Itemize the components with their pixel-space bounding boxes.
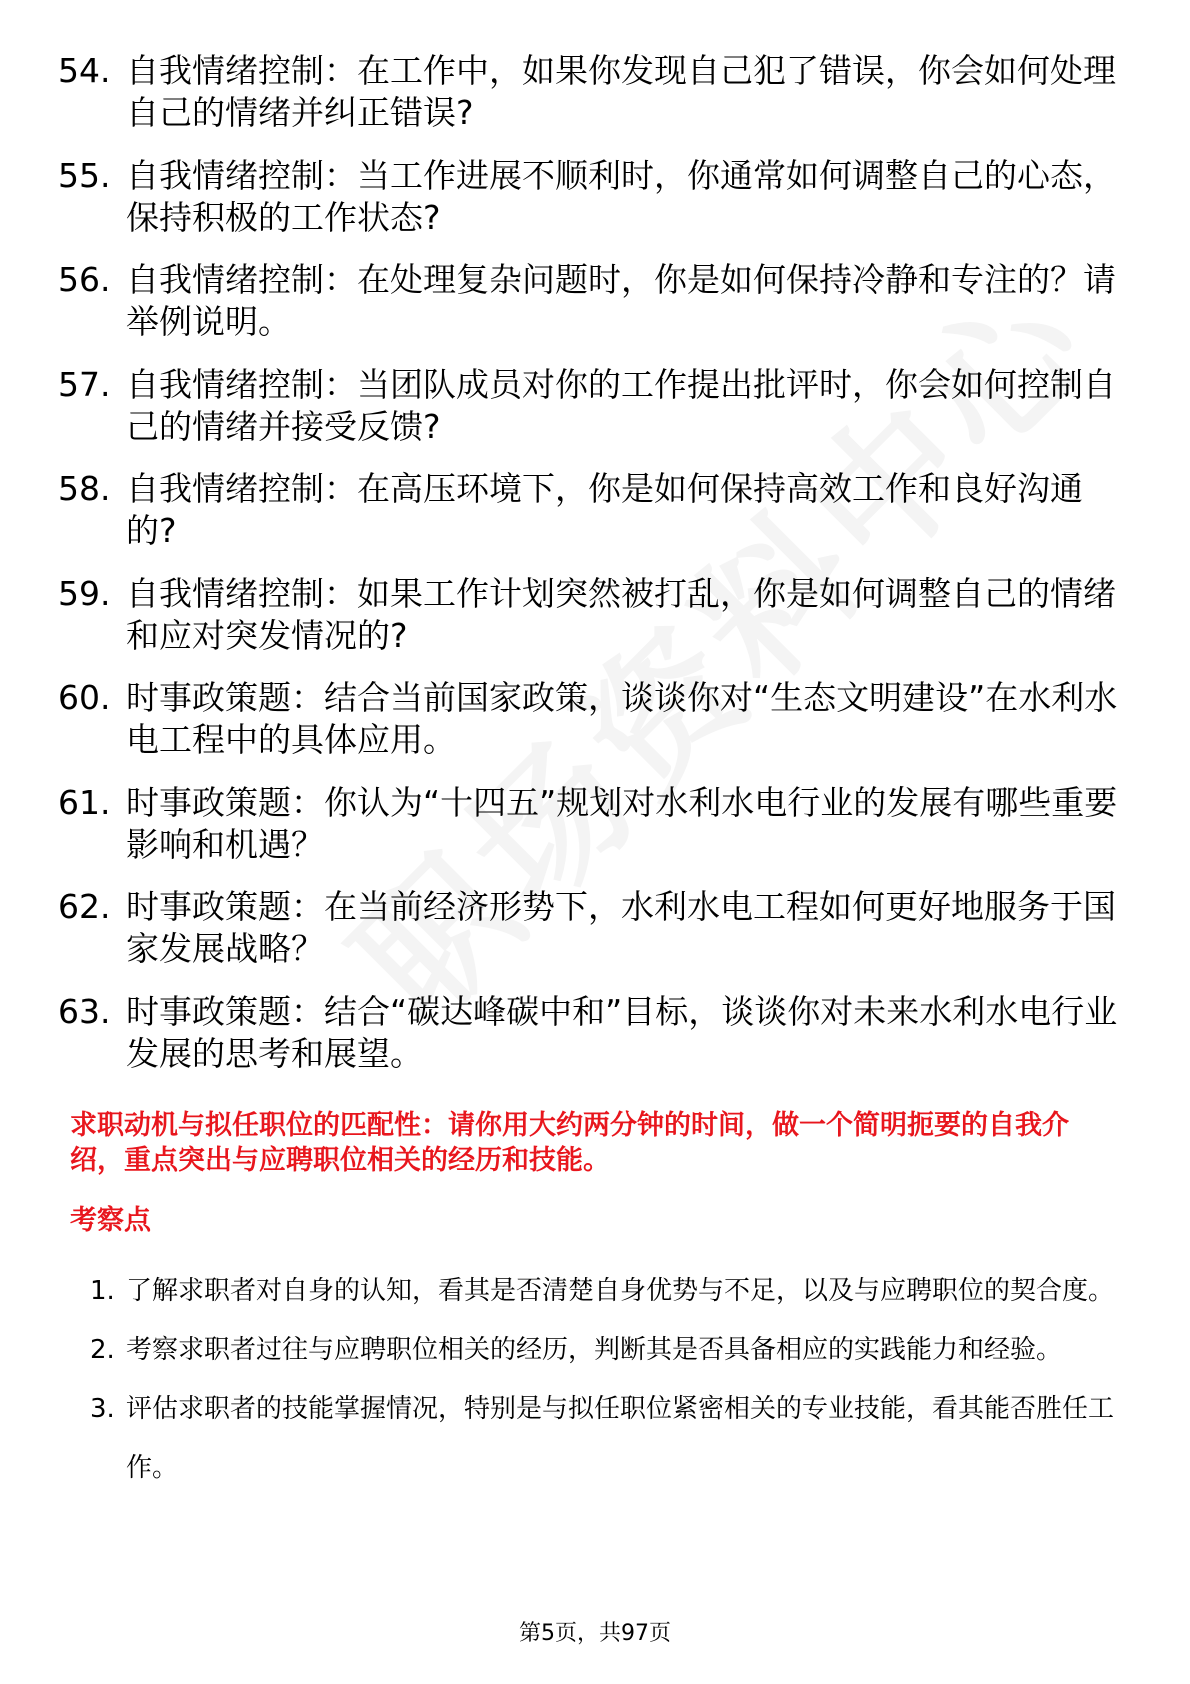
question-number: 58. [58,469,111,508]
question-item [58,155,1118,239]
question-item [58,677,1118,761]
question-item [58,573,1118,657]
question-item [58,886,1118,970]
question-number: 55. [58,155,111,195]
point-number: 2. [90,1335,115,1365]
question-text: 自我情绪控制：如果工作计划突然被打乱，你是如何调整自己的情绪和应对突发情况的? [126,573,1116,655]
question-text: 时事政策题：在当前经济形势下，水利水电工程如何更好地服务于国家发展战略？ [126,887,1116,968]
question-number: 59. [58,573,111,613]
question-list [58,50,1118,1095]
point-number: 1. [90,1276,115,1306]
point-number: 3. [90,1394,115,1424]
page-footer: 第5页，共97页 [519,1621,671,1646]
assessment-point [90,1321,1120,1380]
question-number: 61. [58,782,111,822]
point-text: 了解求职者对自身的认知，看其是否清楚自身优势与不足，以及与应聘职位的契合度。 [126,1276,1115,1306]
section-heading: 求职动机与拟任职位的匹配性：请你用大约两分钟的时间，做一个简明扼要的自我介绍，重点突出与应聘职位相关的经历和技能。 [70,1110,1069,1176]
question-item [58,782,1118,866]
assessment-point [90,1380,1120,1498]
question-text: 时事政策题：你认为“十四五”规划对水利水电行业的发展有哪些重要影响和机遇？ [126,782,1118,864]
question-number: 63. [58,991,111,1031]
question-number: 56. [58,260,111,299]
question-text: 自我情绪控制：在高压环境下，你是如何保持高效工作和良好沟通的? [126,469,1083,550]
point-text: 考察求职者过往与应聘职位相关的经历，判断其是否具备相应的实践能力和经验。 [126,1335,1063,1365]
question-item [58,364,1118,448]
question-text: 时事政策题：结合“碳达峰碳中和”目标，谈谈你对未来水利水电行业发展的思考和展望。 [126,991,1118,1073]
question-text: 自我情绪控制：当团队成员对你的工作提出批评时，你会如何控制自己的情绪并接受反馈? [126,364,1116,446]
question-number: 62. [58,887,111,926]
question-item [58,991,1118,1075]
question-number: 54. [58,51,111,90]
assessment-point-list [90,1262,1120,1498]
point-text: 评估求职者的技能掌握情况，特别是与拟任职位紧密相关的专业技能，看其能否胜任工作。 [126,1394,1115,1483]
question-text: 自我情绪控制：在处理复杂问题时，你是如何保持冷静和专注的？请举例说明。 [126,260,1116,341]
question-text: 自我情绪控制：当工作进展不顺利时，你通常如何调整自己的心态，保持积极的工作状态? [126,155,1116,237]
assessment-point [90,1262,1120,1321]
question-item [58,468,1118,552]
section-subheading: 考察点 [70,1205,151,1236]
question-text: 时事政策题：结合当前国家政策，谈谈你对“生态文明建设”在水利水电工程中的具体应用。 [126,678,1118,759]
question-item [58,50,1118,134]
question-text: 自我情绪控制：在工作中，如果你发现自己犯了错误，你会如何处理自己的情绪并纠正错误? [126,51,1116,132]
question-number: 60. [58,678,111,717]
question-number: 57. [58,364,111,404]
question-item [58,259,1118,343]
